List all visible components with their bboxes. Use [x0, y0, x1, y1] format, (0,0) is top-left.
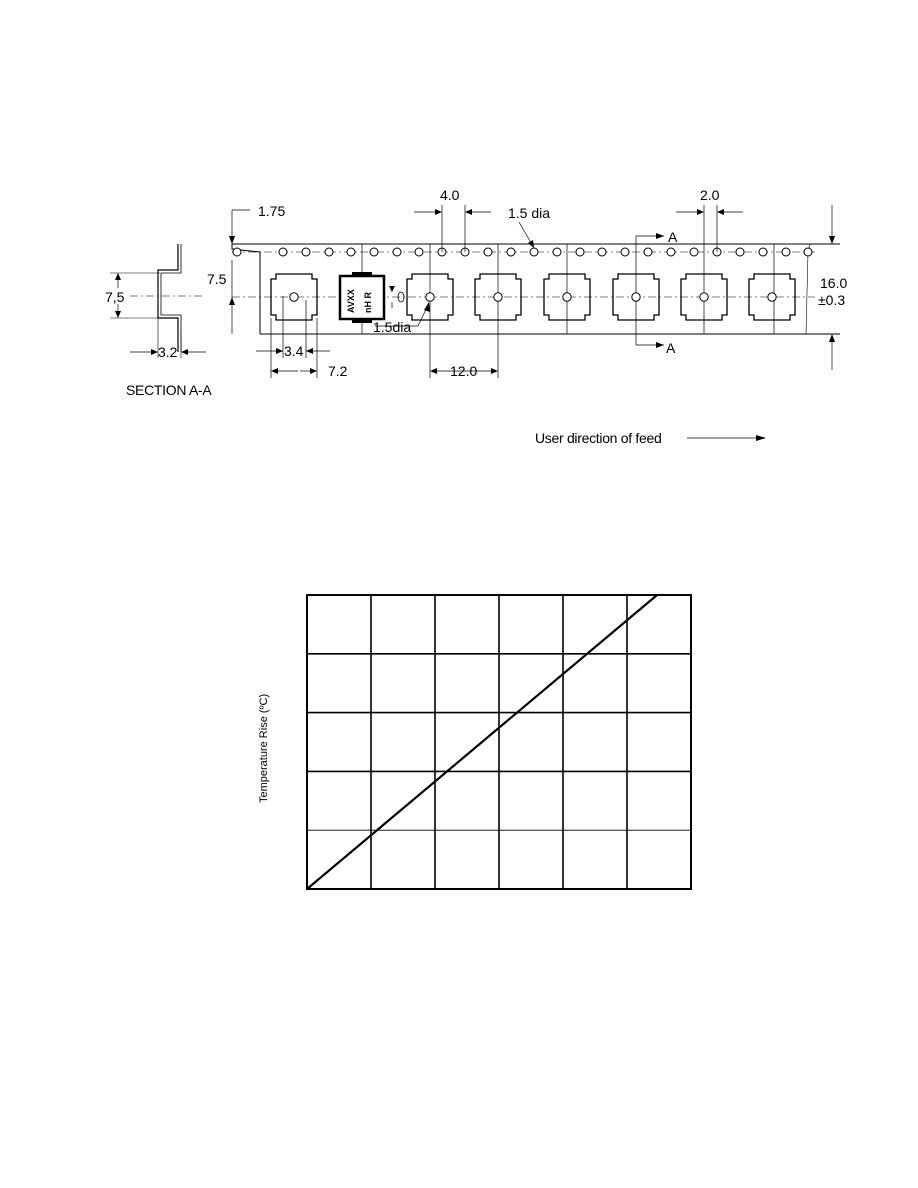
feed-direction-arrow: [687, 435, 766, 441]
temperature-rise-chart: [258, 595, 691, 889]
chart-series-line: [307, 595, 657, 889]
chart-grid: [307, 595, 691, 889]
chart-series: [307, 595, 657, 889]
pocket: [271, 274, 317, 320]
section-marker-top: A: [668, 229, 678, 245]
dim-hole-dia-top: 1.5 dia: [508, 205, 551, 221]
section-dim-depth: 3.2: [158, 344, 178, 360]
dim-tape-tol: ±0.3: [818, 292, 846, 308]
part-marking-line1: AVXX: [346, 289, 356, 313]
dim-tape-width: 16.0: [820, 275, 848, 291]
chart-y-axis-label: Temperature Rise (ºC): [258, 693, 270, 803]
dim-pocket-offset: 2.0: [700, 187, 720, 203]
dim-half-width: 7.5: [207, 271, 227, 287]
part-marking-line2: nH R: [363, 292, 373, 313]
section-dim-height: 7,5: [105, 289, 125, 305]
section-caption: SECTION A-A: [126, 382, 212, 398]
dim-pocket-pitch: 12.0: [450, 363, 478, 379]
dim-pocket-width: 7.2: [328, 363, 348, 379]
tape-dimensions: [229, 205, 835, 378]
dim-edge-offset: 1.75: [258, 203, 286, 219]
section-marker-bottom: A: [666, 340, 676, 356]
dim-pitch-holes: 4.0: [440, 187, 460, 203]
dim-hole-dia-pocket: 1.5dia: [373, 319, 412, 335]
dim-pocket-gap: 3.4: [284, 343, 304, 359]
feed-direction-note: User direction of feed: [535, 430, 662, 446]
